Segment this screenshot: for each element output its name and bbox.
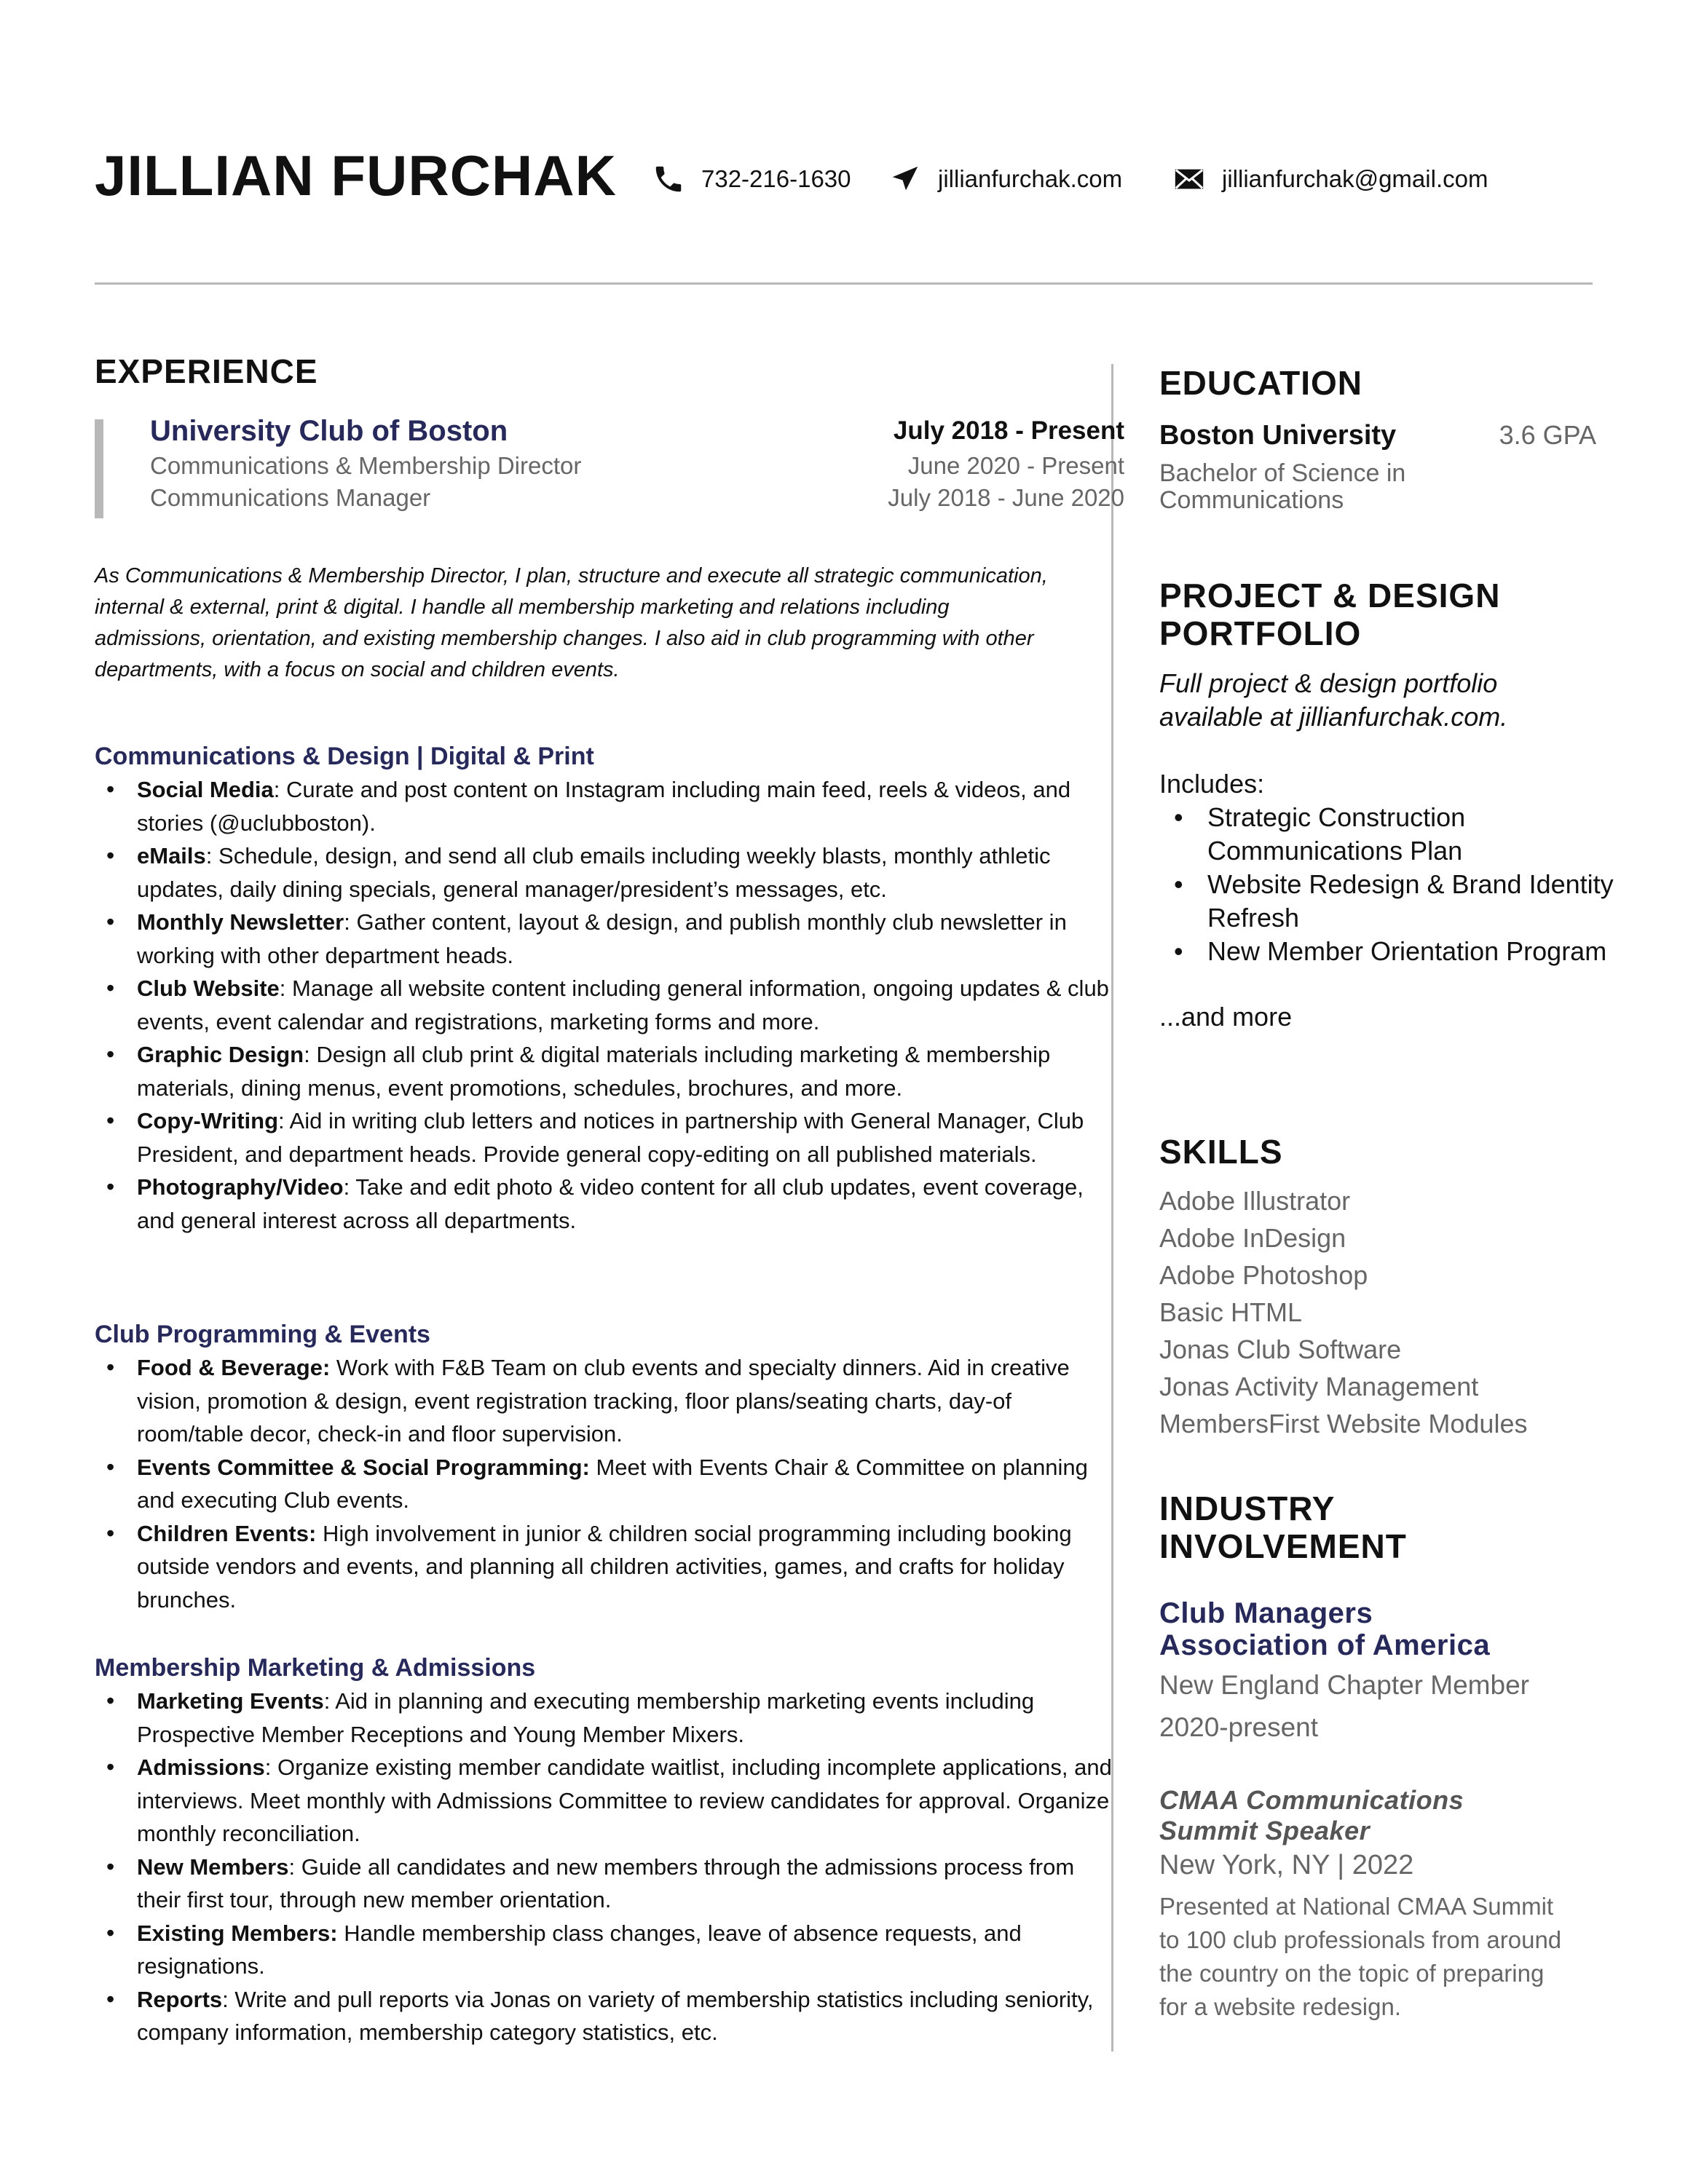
role-dates: July 2018 - June 2020 [888, 484, 1124, 511]
experience-subsection [95, 740, 1114, 1237]
subsection-title: Communications & Design | Digital & Print [95, 743, 594, 770]
job-accent-bar [95, 419, 103, 518]
role-title: Communications & Membership Director [150, 452, 582, 479]
list-item: • New Member Orientation Program [1207, 935, 1615, 968]
includes-label: Includes: [1159, 769, 1265, 799]
skill-item: Adobe Illustrator [1159, 1186, 1351, 1216]
list-item: • Events Committee & Social Programming: Meet with Events Chair & Committee on planning and executing Club events. [137, 1451, 1114, 1517]
membership-years: 2020-present [1159, 1712, 1319, 1742]
skill-item: Basic HTML [1159, 1297, 1303, 1327]
experience-section [95, 349, 1124, 2045]
list-item: • Marketing Events: Aid in planning and executing membership marketing events including Prospective Member Receptions and Young Member Mixers. [137, 1685, 1114, 1751]
portfolio-description: Full project & design portfolio [1159, 668, 1498, 698]
envelope-icon [1172, 162, 1206, 196]
list-item: • Club Website: Manage all website content including general information, ongoing updates & club events, event calendar and registrations, marketing forms and more. [137, 972, 1114, 1038]
list-item: • Reports: Write and pull reports via Jonas on variety of membership statistics including seniority, company information, membership category statistics, etc. [137, 1983, 1114, 2049]
list-item: • New Members: Guide all candidates and new members through the admissions process from their first tour, through new member orientation. [137, 1851, 1114, 1917]
header-divider [95, 282, 1593, 285]
skill-item: MembersFirst Website Modules [1159, 1409, 1528, 1439]
subsection-title: Membership Marketing & Admissions [95, 1654, 536, 1682]
skill-item: Jonas Activity Management [1159, 1372, 1479, 1401]
skill-item: Adobe Photoshop [1159, 1260, 1368, 1290]
industry-heading: INVOLVEMENT [1159, 1527, 1407, 1565]
employer-name: University Club of Boston [150, 415, 508, 447]
contact-website[interactable] [888, 159, 1122, 199]
list-item: • Admissions: Organize existing member candidate waitlist, including incomplete applications, and interviews. Meet monthly with Admissions Committee to review candidates for approval. Organize monthly reconciliation. [137, 1751, 1114, 1851]
job-header [150, 412, 1124, 514]
role-dates: June 2020 - Present [907, 452, 1124, 479]
contact-phone [652, 159, 851, 199]
subsection-title: Club Programming & Events [95, 1321, 430, 1348]
email-link[interactable]: jillianfurchak@gmail.com [1222, 165, 1488, 192]
skill-item: Jonas Club Software [1159, 1334, 1402, 1364]
list-item: • Food & Beverage: Work with F&B Team on club events and specialty dinners. Aid in creative vision, promotion & design, event registration tracking, floor plans/seating charts, day-of room/table decor, check-in and floor supervision. [137, 1351, 1114, 1451]
gpa: 3.6 GPA [1499, 420, 1596, 450]
navigation-arrow-icon [888, 162, 922, 196]
education-heading: EDUCATION [1159, 364, 1363, 402]
list-item: • Social Media: Curate and post content on Instagram including main feed, reels & videos, and stories (@uclubboston). [137, 773, 1114, 839]
list-item: • Strategic Construction Communications Plan [1207, 801, 1615, 868]
phone-icon [652, 162, 685, 196]
list-item: • Website Redesign & Brand Identity Refresh [1207, 868, 1615, 935]
speaker-title: CMAA Communications [1159, 1785, 1464, 1815]
speaker-description: Presented at National CMAA Summit to 100 club professionals from around the country on the topic of preparing for a website redesign. [1159, 1893, 1562, 2020]
education-section [1159, 364, 1596, 514]
list-item: • eMails: Schedule, design, and send all club emails including weekly blasts, monthly athletic updates, daily dining specials, general manager/president’s messages, etc. [137, 839, 1114, 906]
website-link[interactable]: jillianfurchak.com [938, 165, 1123, 192]
list-item: • Photography/Video: Take and edit photo & video content for all club updates, event coverage, and general interest across all departments. [137, 1171, 1114, 1237]
resume-name: JILLIAN FURCHAK [95, 143, 617, 207]
portfolio-heading: PROJECT & DESIGN [1159, 577, 1501, 614]
phone-number: 732-216-1630 [701, 165, 851, 192]
contact-email[interactable] [1172, 159, 1488, 199]
list-item: • Monthly Newsletter: Gather content, layout & design, and publish monthly club newsletter in working with other department heads. [137, 906, 1114, 972]
industry-section [1159, 1489, 1596, 2024]
and-more: ...and more [1159, 1002, 1293, 1032]
skill-item: Adobe InDesign [1159, 1223, 1346, 1253]
role-title: Communications Manager [150, 484, 431, 511]
organization-name: Association of America [1159, 1629, 1491, 1661]
experience-subsection [95, 1651, 1114, 2049]
portfolio-heading: PORTFOLIO [1159, 614, 1362, 652]
organization-name: Club Managers [1159, 1597, 1373, 1629]
experience-subsection [95, 1318, 1114, 1616]
employment-dates: July 2018 - Present [893, 416, 1124, 445]
list-item: • Graphic Design: Design all club print & digital materials including marketing & membership materials, dining menus, event promotions, schedules, brochures, and more. [137, 1038, 1114, 1104]
degree-line: Bachelor of Science in [1159, 459, 1406, 487]
skills-heading: SKILLS [1159, 1133, 1283, 1171]
list-item: • Children Events: High involvement in junior & children social programming including booking outside vendors and events, and planning all children activities, games, and crafts for holiday brunches. [137, 1517, 1114, 1617]
list-item: • Existing Members: Handle membership class changes, leave of absence requests, and resignations. [137, 1917, 1114, 1983]
experience-heading: EXPERIENCE [95, 352, 318, 390]
speaker-location: New York, NY | 2022 [1159, 1850, 1414, 1880]
job-description: As Communications & Membership Director, I plan, structure and execute all strategic communication, internal & external, print & digital. I handle all membership marketing and relations including admissions, orientation, and existing membership changes. I also aid in club programming with other departments, with a focus on social and children events. [95, 564, 1048, 681]
industry-heading: INDUSTRY [1159, 1489, 1336, 1527]
speaker-title: Summit Speaker [1159, 1816, 1370, 1845]
portfolio-description: available at jillianfurchak.com. [1159, 702, 1508, 732]
list-item: • Copy-Writing: Aid in writing club letters and notices in partnership with General Manager, Club President, and department heads. Provide general copy-editing on all published materials. [137, 1104, 1114, 1171]
school-name: Boston University [1159, 420, 1397, 451]
membership-role: New England Chapter Member [1159, 1670, 1529, 1700]
degree-line: Communications [1159, 486, 1344, 514]
portfolio-section [1159, 577, 1614, 1034]
skills-section [1159, 1133, 1596, 1442]
